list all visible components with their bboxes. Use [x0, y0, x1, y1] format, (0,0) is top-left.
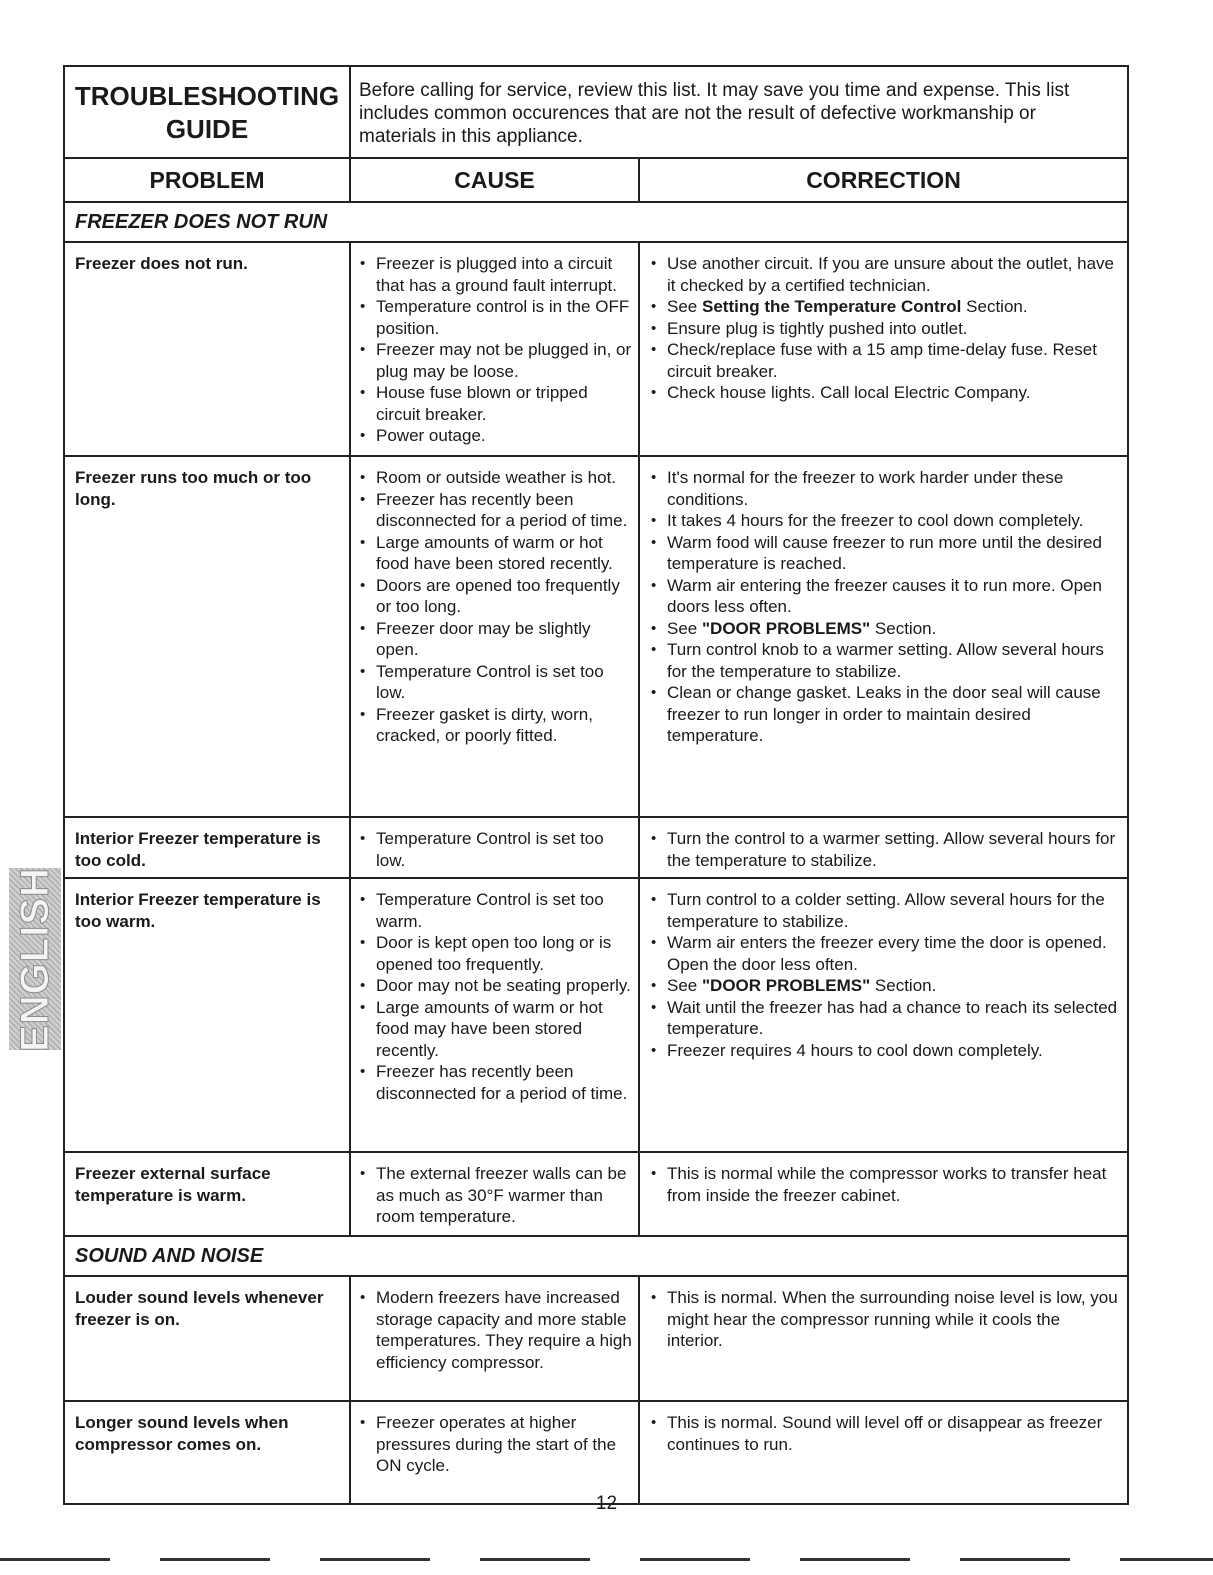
correction-item [648, 997, 1119, 1040]
cause-item: • Door may not be seating properly. [357, 975, 632, 997]
correction-text: It takes 4 hours for the freezer to cool down completely. [667, 511, 1084, 530]
correction-item [648, 296, 1119, 318]
correction-text: Check house lights. Call local Electric Company. [667, 383, 1031, 402]
correction-text: Warm food will cause freezer to run more until the desired temperature is reached. [667, 532, 1102, 573]
correction-item [648, 382, 1119, 404]
correction-text: Turn control to a colder setting. Allow several hours for the temperature to stabilize. [667, 890, 1105, 931]
problem-cell: Interior Freezer temperature is too cold. [65, 818, 351, 877]
problem-cell: Louder sound levels whenever freezer is on. [65, 1277, 351, 1400]
correction-item [648, 1287, 1119, 1352]
cause-item: • Large amounts of warm or hot food have been stored recently. [357, 532, 632, 575]
correction-item [648, 618, 1119, 640]
cause-item: • Modern freezers have increased storage capacity and more stable temperatures. They require a high efficiency compressor. [357, 1287, 632, 1373]
cause-item: • Freezer gasket is dirty, worn, cracked, or poorly fitted. [357, 704, 632, 747]
guide-title [65, 67, 351, 157]
language-side-tab [9, 868, 61, 1050]
guide-title-line-1: TROUBLESHOOTING [74, 81, 340, 111]
guide-header [65, 67, 1127, 159]
correction-item [648, 318, 1119, 340]
correction-item [648, 253, 1119, 296]
cause-item: • Door is kept open too long or is opened too frequently. [357, 932, 632, 975]
correction-cell [640, 457, 1127, 816]
correction-cell [640, 1277, 1127, 1400]
footer-rule [0, 1558, 1213, 1561]
correction-text: See [667, 976, 702, 995]
correction-cell [640, 818, 1127, 877]
cause-item: • Freezer is plugged into a circuit that has a ground fault interrupt. [357, 253, 632, 296]
correction-text: Section. [870, 618, 937, 638]
table-row [65, 1277, 1127, 1402]
correction-item [648, 532, 1119, 575]
column-header-cause: CAUSE [351, 159, 640, 201]
correction-text: Section. [870, 976, 937, 995]
section-heading: SOUND AND NOISE [65, 1237, 1127, 1277]
correction-cell [640, 1153, 1127, 1235]
troubleshooting-table [63, 65, 1129, 1505]
cause-item: • Temperature Control is set too low. [357, 828, 632, 871]
cause-item: • Doors are opened too frequently or too long. [357, 575, 632, 618]
correction-item [648, 339, 1119, 382]
cause-cell [351, 243, 640, 455]
cause-item: • Freezer may not be plugged in, or plug may be loose. [357, 339, 632, 382]
correction-text: This is normal while the compressor works to transfer heat from inside the freezer cabinet. [667, 1164, 1107, 1205]
section-heading: FREEZER DOES NOT RUN [65, 203, 1127, 243]
column-headers [65, 159, 1127, 203]
correction-cell [640, 879, 1127, 1151]
cause-cell [351, 1153, 640, 1235]
cause-item: • House fuse blown or tripped circuit breaker. [357, 382, 632, 425]
correction-text: Warm air enters the freezer every time the door is opened. Open the door less often. [667, 933, 1107, 974]
cause-cell [351, 457, 640, 816]
correction-text: This is normal. Sound will level off or disappear as freezer continues to run. [667, 1413, 1103, 1454]
correction-text: Warm air entering the freezer causes it to run more. Open doors less often. [667, 575, 1102, 616]
correction-item [648, 1040, 1119, 1062]
table-row [65, 457, 1127, 818]
table-row [65, 1402, 1127, 1503]
table-row [65, 879, 1127, 1153]
correction-item [648, 682, 1119, 747]
page-number: 12 [595, 1493, 618, 1514]
correction-emphasis: Setting the Temperature Control [701, 297, 962, 316]
table-body [65, 203, 1127, 1503]
correction-item [648, 1163, 1119, 1206]
cause-item: • Large amounts of warm or hot food may have been stored recently. [357, 997, 632, 1062]
correction-item [648, 889, 1119, 932]
correction-text: Wait until the freezer has had a chance to reach its selected temperature. [667, 997, 1118, 1038]
correction-text: See [667, 297, 702, 316]
correction-text: Ensure plug is tightly pushed into outlet. [667, 318, 968, 338]
problem-cell: Freezer runs too much or too long. [65, 457, 351, 816]
correction-text: Clean or change gasket. Leaks in the door seal will cause freezer to run longer in order to maintain desired temperature. [667, 683, 1101, 745]
problem-cell: Freezer does not run. [65, 243, 351, 455]
correction-emphasis: "DOOR PROBLEMS" [701, 618, 871, 638]
correction-cell [640, 1402, 1127, 1503]
correction-item [648, 510, 1119, 532]
correction-text: This is normal. When the surrounding noise level is low, you might hear the compressor running while it cools the interior. [667, 1288, 1118, 1350]
correction-item [648, 828, 1119, 871]
correction-cell [640, 243, 1127, 455]
correction-text: Use another circuit. If you are unsure about the outlet, have it checked by a certified technician. [667, 254, 1114, 295]
cause-item: • Temperature control is in the OFF position. [357, 296, 632, 339]
correction-text: Turn control knob to a warmer setting. Allow several hours for the temperature to stabilize. [667, 640, 1104, 681]
correction-text: It's normal for the freezer to work harder under these conditions. [667, 468, 1064, 509]
correction-text: Check/replace fuse with a 15 amp time-delay fuse. Reset circuit breaker. [667, 340, 1097, 381]
table-row [65, 243, 1127, 457]
cause-item: • Room or outside weather is hot. [357, 467, 632, 489]
problem-cell: Interior Freezer temperature is too warm. [65, 879, 351, 1151]
cause-item: • Freezer has recently been disconnected for a period of time. [357, 1061, 632, 1104]
correction-text: See [667, 618, 702, 638]
cause-cell [351, 879, 640, 1151]
cause-item: • The external freezer walls can be as much as 30°F warmer than room temperature. [357, 1163, 632, 1228]
cause-item: • Freezer door may be slightly open. [357, 618, 632, 661]
cause-cell [351, 818, 640, 877]
table-row [65, 1153, 1127, 1237]
correction-item [648, 932, 1119, 975]
problem-cell: Freezer external surface temperature is warm. [65, 1153, 351, 1235]
correction-text: Turn the control to a warmer setting. Allow several hours for the temperature to stabilize. [667, 829, 1116, 870]
correction-item [648, 1412, 1119, 1455]
cause-item: • Temperature Control is set too warm. [357, 889, 632, 932]
correction-item [648, 575, 1119, 618]
cause-item: • Freezer has recently been disconnected for a period of time. [357, 489, 632, 532]
guide-title-line-2: GUIDE [165, 114, 249, 144]
correction-item [648, 639, 1119, 682]
correction-text: Section. [961, 297, 1028, 316]
cause-cell [351, 1402, 640, 1503]
cause-cell [351, 1277, 640, 1400]
side-tab-label: ENGLISH [12, 866, 57, 1052]
column-header-correction: CORRECTION [806, 166, 961, 193]
problem-cell: Longer sound levels when compressor comes on. [65, 1402, 351, 1503]
table-row [65, 818, 1127, 879]
correction-text: Freezer requires 4 hours to cool down completely. [667, 1040, 1043, 1060]
cause-item: • Temperature Control is set too low. [357, 661, 632, 704]
correction-emphasis: "DOOR PROBLEMS" [701, 976, 871, 995]
cause-item: • Power outage. [357, 425, 632, 447]
correction-item [648, 467, 1119, 510]
correction-item [648, 975, 1119, 997]
guide-intro: Before calling for service, review this list. It may save you time and expense. This list includes common occurences that are not the result of defective workmanship or materials in this appliance. [359, 80, 1070, 147]
cause-item: • Freezer operates at higher pressures during the start of the ON cycle. [357, 1412, 632, 1477]
column-header-problem: PROBLEM [65, 159, 351, 201]
